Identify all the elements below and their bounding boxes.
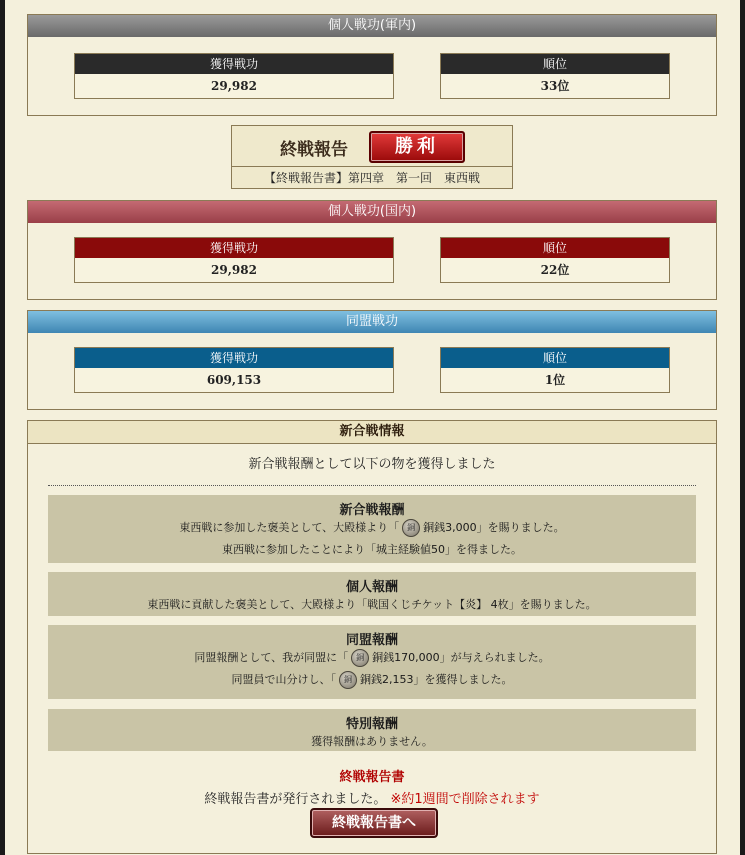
alliance-rank-label: 順位 [441, 348, 669, 368]
copper-coin-icon: 銅 [402, 519, 420, 537]
copper-coin-icon: 銅 [351, 649, 369, 667]
alliance-merit-box [74, 347, 394, 393]
copper-coin-icon: 銅 [339, 671, 357, 689]
koku-merit-box [74, 237, 394, 283]
new-reward-line1 [48, 517, 696, 539]
new-reward-line2: 東西戦に参加したことにより「城主経験値50」を得ました。 [222, 543, 522, 556]
victory-badge: 勝利 [369, 131, 465, 163]
gun-personal-panel [27, 14, 717, 116]
alliance-merit-value: 609,153 [206, 373, 262, 387]
report-issued-text: 終戦報告書が発行されました。 [204, 792, 387, 807]
gun-rank-label: 順位 [441, 54, 669, 74]
koku-merit-value: 29,982 [211, 263, 257, 277]
koku-personal-title: 個人戦功(国内) [28, 201, 716, 223]
gun-personal-title: 個人戦功(軍内) [28, 15, 716, 37]
personal-reward-title: 個人報酬 [345, 580, 398, 595]
new-reward-box [48, 495, 696, 563]
victory-banner [231, 125, 513, 189]
koku-rank-value: 22位 [540, 263, 570, 277]
alliance-reward-line2 [48, 669, 696, 691]
gun-rank-value: 33位 [540, 79, 570, 93]
koku-personal-panel [27, 200, 717, 300]
victory-title: 終戦報告 [280, 140, 348, 160]
alliance-title: 同盟戦功 [28, 311, 716, 333]
gun-rank-box [440, 53, 670, 99]
alliance-rank-box [440, 347, 670, 393]
personal-reward-line1: 東西戦に貢献した褒美として、大殿様より「戦国くじチケット【炎】 4枚」を賜りました。 [147, 598, 597, 611]
alliance-reward-line2-post: 銅銭2,153」を獲得しました。 [360, 673, 513, 686]
alliance-reward-line1-pre: 同盟報酬として、我が同盟に「 [194, 651, 349, 664]
report-status [28, 788, 716, 807]
alliance-reward-box [48, 625, 696, 699]
report-button[interactable]: 終戦報告書へ [310, 808, 438, 838]
alliance-panel [27, 310, 717, 410]
new-reward-line1-pre: 東西戦に参加した褒美として、大殿様より「 [179, 521, 400, 534]
alliance-reward-line2-pre: 同盟員で山分けし、「 [231, 673, 336, 686]
news-title: 新合戦情報 [28, 421, 716, 444]
alliance-reward-title: 同盟報酬 [345, 633, 398, 648]
alliance-merit-label: 獲得戦功 [75, 348, 393, 368]
gun-merit-box [74, 53, 394, 99]
report-warning-text: ※約1週間で削除されます [390, 792, 540, 807]
report-title: 終戦報告書 [339, 770, 405, 785]
new-reward-title: 新合戦報酬 [339, 503, 405, 518]
special-reward-title: 特別報酬 [345, 717, 398, 732]
alliance-reward-line1 [48, 647, 696, 669]
alliance-rank-value: 1位 [544, 373, 566, 387]
gun-merit-value: 29,982 [211, 79, 257, 93]
content-frame [5, 0, 740, 855]
special-reward-box [48, 709, 696, 751]
personal-reward-box [48, 572, 696, 616]
new-reward-line1-post: 銅銭3,000」を賜りました。 [423, 521, 565, 534]
alliance-reward-line1-post: 銅銭170,000」が与えられました。 [372, 651, 550, 664]
koku-rank-label: 順位 [441, 238, 669, 258]
koku-merit-label: 獲得戦功 [75, 238, 393, 258]
special-reward-line1: 獲得報酬はありません。 [311, 735, 433, 748]
news-intro: 新合戦報酬として以下の物を獲得しました [248, 457, 496, 472]
news-panel [27, 420, 717, 854]
koku-rank-box [440, 237, 670, 283]
gun-merit-label: 獲得戦功 [75, 54, 393, 74]
victory-subtitle: 【終戦報告書】第四章 第一回 東西戦 [232, 166, 512, 189]
divider [48, 485, 696, 486]
